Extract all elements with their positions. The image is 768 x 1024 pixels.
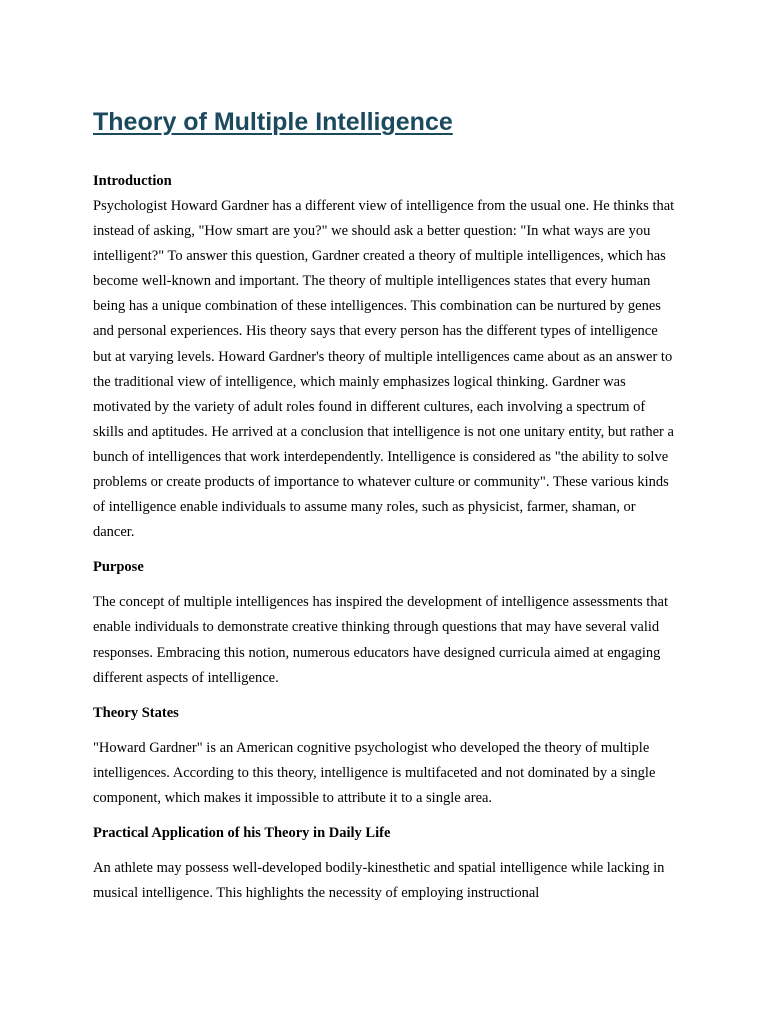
section-paragraph: Psychologist Howard Gardner has a different view of intelligence from the usual one. He thinks that instead of asking, "How smart are you?" we should ask a better question: "In what ways are you intelligent?" To answer this question, Gardner created a theory of multiple intelligences, which has become well-known and important. The theory of multiple intelligences states that every human being has a unique combination of these intelligences. This combination can be nurtured by genes and personal experiences. His theory says that every person has the different types of intelligence but at varying levels. Howard Gardner's theory of multiple intelligences came about as an answer to the traditional view of intelligence, which mainly emphasizes logical thinking. Gardner was motivated by the variety of adult roles found in different cultures, each involving a spectrum of skills and aptitudes. He arrived at a conclusion that intelligence is not one unitary entity, but rather a bunch of intelligences that work interdependently. Intelligence is considered as "the ability to solve problems or create products of importance to whatever culture or community". These various kinds of intelligence enable individuals to assume many roles, such as physicist, farmer, shaman, or dancer. bbox=[93, 198, 675, 541]
section-paragraph: An athlete may possess well-developed bodily-kinesthetic and spatial intelligence while lacking in musical intelligence. This highlights the necessity of employing instructional bbox=[93, 859, 665, 902]
section-introduction bbox=[93, 169, 678, 545]
section-heading: Purpose bbox=[93, 559, 144, 576]
section-heading: Introduction bbox=[93, 173, 172, 189]
document-page bbox=[93, 105, 678, 906]
section-heading: Practical Application of his Theory in Daily Life bbox=[93, 824, 391, 841]
document-title: Theory of Multiple Intelligence bbox=[93, 108, 453, 136]
section-practical-application bbox=[93, 821, 678, 906]
section-heading: Theory States bbox=[93, 704, 179, 721]
section-paragraph: "Howard Gardner" is an American cognitive psychologist who developed the theory of multiple intelligences. According to this theory, intelligence is multifaceted and not dominated by a single component, which makes it impossible to attribute it to a single area. bbox=[93, 739, 656, 806]
section-paragraph: The concept of multiple intelligences has inspired the development of intelligence assessments that enable individuals to demonstrate creative thinking through questions that may have several valid responses. Embracing this notion, numerous educators have designed curricula aimed at engaging different aspects of intelligence. bbox=[93, 594, 669, 686]
section-theory-states bbox=[93, 701, 678, 811]
section-purpose bbox=[93, 555, 678, 690]
